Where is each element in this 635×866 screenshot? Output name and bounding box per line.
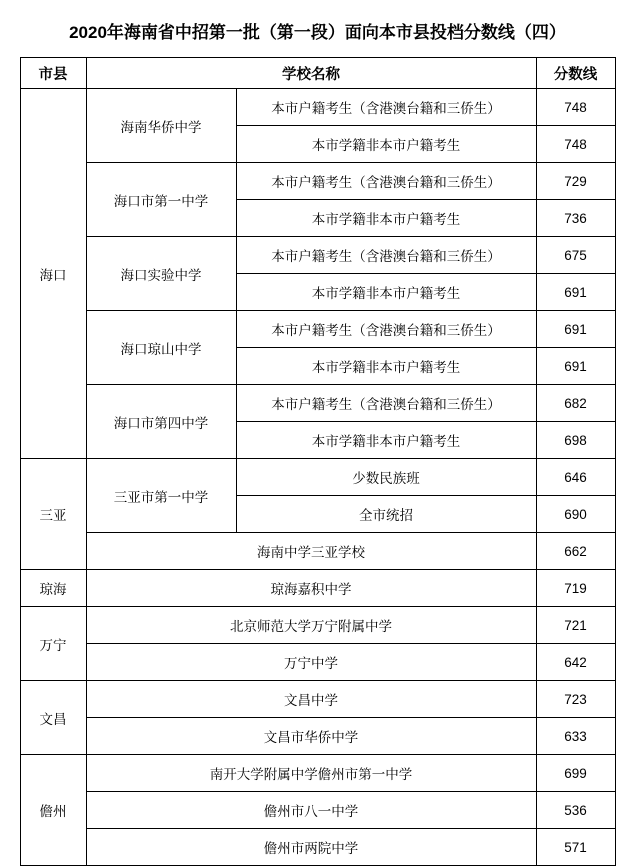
school-cell: 南开大学附属中学儋州市第一中学: [86, 755, 536, 792]
category-cell: 本市户籍考生（含港澳台籍和三侨生）: [236, 163, 536, 200]
score-cell: 748: [536, 89, 615, 126]
score-cell: 748: [536, 126, 615, 163]
school-cell: 万宁中学: [86, 644, 536, 681]
table-header-row: [20, 58, 615, 89]
column-header-city: 市县: [20, 58, 86, 89]
table-row: [20, 607, 615, 644]
school-cell: 琼海嘉积中学: [86, 570, 536, 607]
score-cell: 691: [536, 274, 615, 311]
table-row: [20, 533, 615, 570]
school-cell: 儋州市八一中学: [86, 792, 536, 829]
score-cell: 571: [536, 829, 615, 866]
category-cell: 本市学籍非本市户籍考生: [236, 200, 536, 237]
category-cell: 本市户籍考生（含港澳台籍和三侨生）: [236, 385, 536, 422]
school-cell: 北京师范大学万宁附属中学: [86, 607, 536, 644]
score-cell: 691: [536, 348, 615, 385]
table-row: [20, 570, 615, 607]
table-row: [20, 644, 615, 681]
table-row: [20, 718, 615, 755]
table-header: [20, 58, 615, 89]
city-cell: 海口: [20, 89, 86, 459]
score-cell: 536: [536, 792, 615, 829]
category-cell: 本市学籍非本市户籍考生: [236, 274, 536, 311]
category-cell: 本市户籍考生（含港澳台籍和三侨生）: [236, 311, 536, 348]
column-header-score: 分数线: [536, 58, 615, 89]
table-row: [20, 385, 615, 422]
table-row: [20, 681, 615, 718]
score-cell: 723: [536, 681, 615, 718]
table-body: [20, 89, 615, 866]
table-row: [20, 89, 615, 126]
school-cell: 海口实验中学: [86, 237, 236, 311]
city-cell: 文昌: [20, 681, 86, 755]
score-cell: 699: [536, 755, 615, 792]
category-cell: 本市户籍考生（含港澳台籍和三侨生）: [236, 89, 536, 126]
score-cell: 633: [536, 718, 615, 755]
category-cell: 本市学籍非本市户籍考生: [236, 126, 536, 163]
table-row: [20, 755, 615, 792]
score-cell: 719: [536, 570, 615, 607]
school-cell: 儋州市两院中学: [86, 829, 536, 866]
score-cell: 721: [536, 607, 615, 644]
score-cell: 662: [536, 533, 615, 570]
score-cell: 646: [536, 459, 615, 496]
document-page: [0, 18, 635, 854]
category-cell: 本市学籍非本市户籍考生: [236, 348, 536, 385]
school-cell: 海南华侨中学: [86, 89, 236, 163]
category-cell: 本市户籍考生（含港澳台籍和三侨生）: [236, 237, 536, 274]
page-title: 2020年海南省中招第一批（第一段）面向本市县投档分数线（四）: [69, 23, 566, 42]
city-cell: 三亚: [20, 459, 86, 570]
admission-score-table: [20, 57, 616, 866]
category-cell: 全市统招: [236, 496, 536, 533]
table-row: [20, 792, 615, 829]
school-cell: 海南中学三亚学校: [86, 533, 536, 570]
city-cell: 儋州: [20, 755, 86, 866]
school-cell: 三亚市第一中学: [86, 459, 236, 533]
school-cell: 海口市第一中学: [86, 163, 236, 237]
score-cell: 642: [536, 644, 615, 681]
table-row: [20, 311, 615, 348]
school-cell: 文昌中学: [86, 681, 536, 718]
score-cell: 682: [536, 385, 615, 422]
city-cell: 琼海: [20, 570, 86, 607]
table-row: [20, 829, 615, 866]
city-cell: 万宁: [20, 607, 86, 681]
score-cell: 698: [536, 422, 615, 459]
table-row: [20, 459, 615, 496]
school-cell: 文昌市华侨中学: [86, 718, 536, 755]
score-cell: 675: [536, 237, 615, 274]
score-cell: 690: [536, 496, 615, 533]
table-row: [20, 237, 615, 274]
category-cell: 少数民族班: [236, 459, 536, 496]
school-cell: 海口市第四中学: [86, 385, 236, 459]
score-cell: 691: [536, 311, 615, 348]
table-row: [20, 163, 615, 200]
score-cell: 736: [536, 200, 615, 237]
score-cell: 729: [536, 163, 615, 200]
column-header-school: 学校名称: [86, 58, 536, 89]
category-cell: 本市学籍非本市户籍考生: [236, 422, 536, 459]
school-cell: 海口琼山中学: [86, 311, 236, 385]
